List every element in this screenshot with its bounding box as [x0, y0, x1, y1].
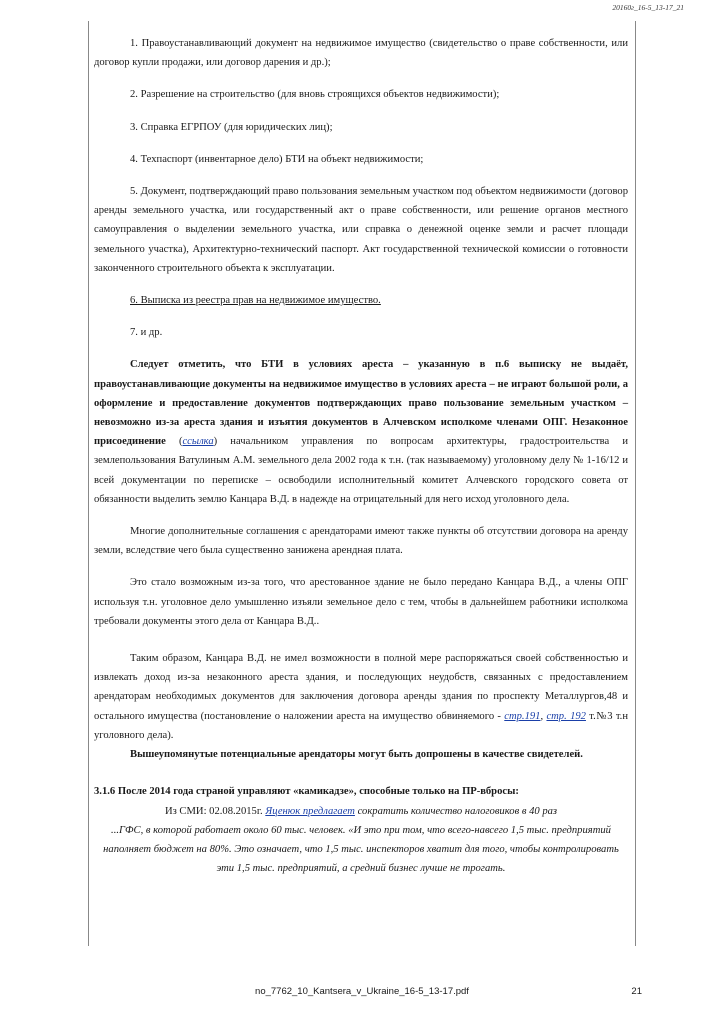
list-item-5: 5. Документ, подтверждающий право пользования земельным участком под объектом недвижимости (договор аренды земельного участка, или государственный акт о праве собственности, или решение органов местного самоуправления о выделении земельного участка, или справка о денежной оценке земли и расчет площади земельного участка), Архитектурно-технический паспорт. Акт государственной технической комиссии о готовности законченного строительного объекта к эксплуатации. [94, 186, 628, 274]
page-192-link[interactable]: стр. 192 [546, 710, 586, 722]
main-paragraph [94, 355, 628, 509]
main-paragraph-rest: ) начальником управления по вопросам архитектуры, градостроительства и землепользования Ватулиным А.М. земельного дела 2002 года к т.н. (так называемому) уголовному делу № 1-16/12 и всей документации по переписке – освободили исполнительный комитет Алчевского городского совета от обязанности выделить землю Канцара В.Д. в надежде на отрицательный для него исход уголовного дела. [94, 436, 628, 505]
media-prefix: Из СМИ: 02.08.2015г. [164, 805, 266, 817]
link-separator: , [540, 710, 547, 722]
paragraph-leases: Многие дополнительные соглашения с арендаторами имеют также пункты об отсутствии договора на аренду земли, вследствие чего была существенно занижена арендная плата. [94, 526, 628, 557]
list-item-3: 3. Справка ЕГРПОУ (для юридических лиц); [130, 121, 333, 133]
main-paragraph-open: ( [165, 436, 183, 448]
paragraph-conclusion-text: Таким образом, Канцара В.Д. не имел возможности в полной мере распоряжаться своей собственностью и извлекать доход из-за незаконного ареста здания, и последующих неудобств, связанных с предоставлением арендаторам необходимых документов для заключения договора аренды здания по проспекту Металлургов,48 и остального имущества (постановление о наложении ареста на имущество обвиняемого - [94, 653, 628, 722]
list-item-2: 2. Разрешение на строительство (для вновь строящихся объектов недвижимости); [130, 89, 500, 101]
document-body [94, 34, 628, 878]
paragraph-conclusion [94, 649, 628, 745]
media-quote: ...ГФС, в которой работает около 60 тыс. человек. «И это при том, что всего-навсего 1,5 тыс. предприятий наполняет бюджет на 80%. Это означает, что 1,5 тыс. инспекторов хватит для того, чтобы контролировать эти 1,5 тыс. предприятий, а средний бизнес лучше не трогать. [103, 824, 619, 875]
paragraph-witnesses: Вышеупомянутые потенциальные арендаторы могут быть допрошены в качестве свидетелей. [130, 749, 583, 761]
section-heading: 3.1.6 После 2014 года страной управляют «камикадзе», способные только на ПР-вбросы: [94, 786, 519, 798]
media-rest: сократить количество налоговиков в 40 раз [354, 805, 558, 817]
paragraph-arrest: Это стало возможным из-за того, что арестованное здание не было передано Канцара В.Д., а члены ОПГ используя т.н. уголовное дело умышленно изъяли земельное дело с тем, чтобы в дальнейшем работники исполкома требовали документы этого дела от Канцара В.Д.. [94, 577, 628, 627]
list-item-4: 4. Техпаспорт (инвентарное дело) БТИ на объект недвижимости; [130, 153, 424, 165]
main-paragraph-bold: Следует отметить, что БТИ в условиях ареста – указанную в п.6 выписку не выдаёт, правоустанавливающие документы на недвижимое имущество в условиях ареста – не играют большой роли, а оформление и предоставление документов подтверждающих право пользование земельным участком – невозможно из-за ареста здания и изъятия документов в Алчевском исполкоме членами ОПГ. Незаконное присоединение [94, 359, 628, 448]
media-citation [94, 802, 628, 821]
list-item-6: 6. Выписка из реестра прав на недвижимое имущество. [130, 295, 381, 307]
news-link[interactable]: Яценюк предлагает [265, 805, 355, 817]
page-191-link[interactable]: стр.191 [504, 710, 541, 722]
reference-link[interactable]: ссылка [182, 436, 214, 448]
header-stamp: 20160г_16-5_13-17_21 [612, 3, 684, 12]
paragraph-conclusion-tail: т.№3 т.н уголовного дела). [94, 710, 628, 741]
list-item-1: 1. Правоустанавливающий документ на недвижимое имущество (свидетельство о праве собственности, или договор купли продажи, или договор дарения и др.); [94, 38, 628, 69]
page-number: 21 [631, 986, 642, 997]
list-item-7: 7. и др. [130, 327, 163, 339]
footer-filename: no_7762_10_Kantsera_v_Ukraine_16-5_13-17.pdf [255, 986, 469, 997]
